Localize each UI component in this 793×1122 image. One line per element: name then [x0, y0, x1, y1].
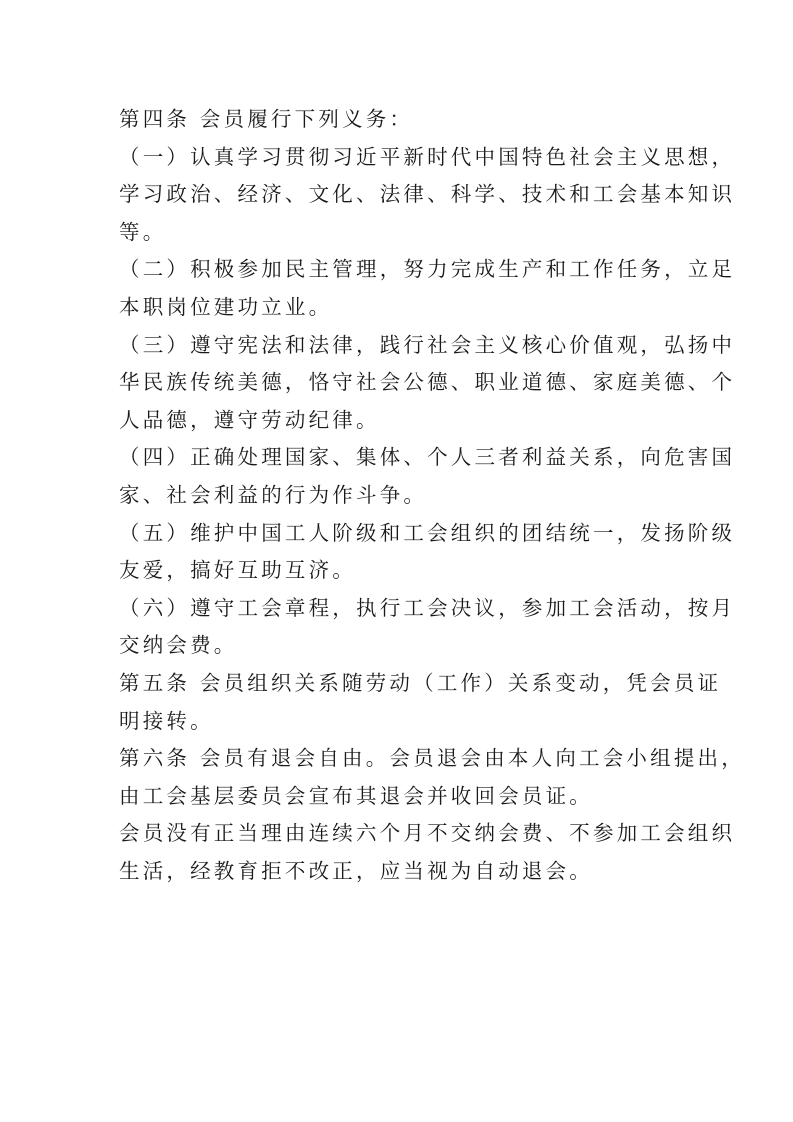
- text-line: 生活，经教育拒不改正，应当视为自动退会。: [119, 858, 593, 883]
- article-4-heading: 第四条 会员履行下列义务：: [119, 107, 414, 131]
- text-line: 由工会基层委员会宣布其退会并收回会员证。: [119, 783, 593, 808]
- text-line: （三）遵守宪法和法律，践行社会主义核心价值观，弘扬中: [119, 332, 736, 357]
- text-line: 人品德，遵守劳动纪律。: [119, 407, 380, 432]
- text-line: （五）维护中国工人阶级和工会组织的团结统一，发扬阶级: [119, 520, 736, 545]
- text-line: 等。: [119, 219, 167, 244]
- text-line: 明接转。: [119, 708, 214, 733]
- text-line: 友爱，搞好互助互济。: [119, 558, 356, 583]
- text-line: 交纳会费。: [119, 633, 238, 658]
- text-line: （四）正确处理国家、集体、个人三者利益关系，向危害国: [119, 445, 736, 470]
- text-line: 会员没有正当理由连续六个月不交纳会费、不参加工会组织: [119, 821, 736, 846]
- document-body: [119, 101, 745, 890]
- text-line: 本职岗位建功立业。: [119, 294, 333, 319]
- article-5-line: 第五条 会员组织关系随劳动（工作）关系变动，凭会员证: [119, 670, 722, 695]
- text-line: （一）认真学习贯彻习近平新时代中国特色社会主义思想，: [119, 144, 736, 169]
- text-line: 学习政治、经济、文化、法律、科学、技术和工会基本知识: [119, 182, 736, 207]
- article-6-line: 第六条 会员有退会自由。会员退会由本人向工会小组提出，: [119, 746, 745, 771]
- text-line: 家、社会利益的行为作斗争。: [119, 482, 428, 507]
- text-line: 华民族传统美德，恪守社会公德、职业道德、家庭美德、个: [119, 370, 736, 395]
- text-line: （二）积极参加民主管理，努力完成生产和工作任务，立足: [119, 257, 736, 282]
- text-line: （六）遵守工会章程，执行工会决议，参加工会活动，按月: [119, 595, 736, 620]
